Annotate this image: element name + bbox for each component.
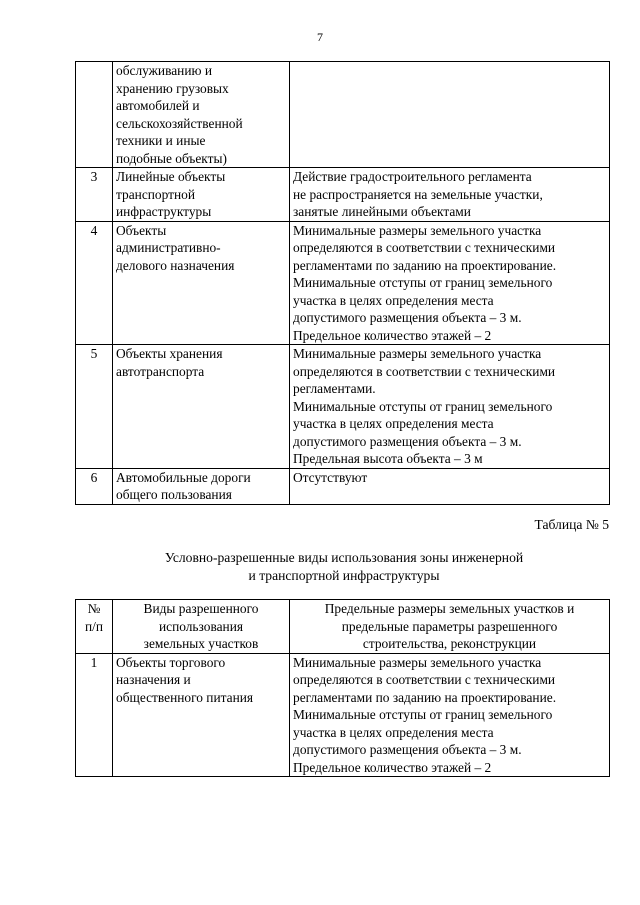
- parameters-cell: [290, 653, 610, 777]
- table-row: [76, 345, 610, 469]
- parameters-cell: [290, 62, 610, 168]
- parameters-text: Минимальные размеры земельного участка определяются в соответствии с техническими регламентами. Минимальные отступы от границ земельного участка в целях определения места допустимого размещения объекта – 3 м. Предельная высота объекта – 3 м: [293, 346, 556, 466]
- use-type-cell: [113, 221, 290, 345]
- header-text: Предельные размеры земельных участков и предельные параметры разрешенного строительства, реконструкции: [324, 601, 575, 651]
- column-header-use-type: [113, 600, 290, 654]
- permitted-uses-table-continued: [75, 61, 610, 505]
- table-row: [76, 653, 610, 777]
- parameters-text: Отсутствуют: [293, 469, 368, 485]
- conditional-uses-table: [75, 599, 610, 777]
- use-type-text: обслуживанию и хранению грузовых автомобилей и сельскохозяйственной техники и иные подобные объекты): [116, 63, 243, 166]
- table-row: [76, 468, 610, 504]
- use-type-cell: [113, 345, 290, 469]
- column-header-parameters: [290, 600, 610, 654]
- table-row: [76, 168, 610, 222]
- table-header-row: [76, 600, 610, 654]
- row-number: 3: [76, 168, 113, 222]
- use-type-cell: [113, 653, 290, 777]
- column-header-number: [76, 600, 113, 654]
- row-number: 6: [76, 468, 113, 504]
- table-row: [76, 221, 610, 345]
- use-type-text: Объекты административно- делового назначения: [116, 222, 235, 273]
- use-type-text: Объекты торгового назначения и общественного питания: [116, 654, 254, 705]
- table-title: [0, 549, 640, 585]
- table-title-text: Условно-разрешенные виды использования зоны инженерной и транспортной инфраструктуры: [164, 550, 524, 583]
- row-number: 1: [76, 653, 113, 777]
- parameters-cell: [290, 168, 610, 222]
- parameters-cell: [290, 345, 610, 469]
- use-type-text: Автомобильные дороги общего пользования: [116, 469, 251, 502]
- parameters-text: Минимальные размеры земельного участка определяются в соответствии с техническими регламентами по заданию на проектирование. Минимальные отступы от границ земельного участка в целях определения места допустимого размещения объекта – 3 м. Предельное количество этажей – 2: [293, 654, 557, 775]
- parameters-text: Минимальные размеры земельного участка определяются в соответствии с техническими регламентами по заданию на проектирование. Минимальные отступы от границ земельного участка в целях определения места допустимого размещения объекта – 3 м. Предельное количество этажей – 2: [293, 222, 557, 343]
- table-row: [76, 62, 610, 168]
- use-type-cell: [113, 468, 290, 504]
- table-label: Таблица № 5: [534, 517, 609, 532]
- parameters-cell: [290, 221, 610, 345]
- use-type-text: Линейные объекты транспортной инфраструктуры: [116, 169, 226, 219]
- row-number: 5: [76, 345, 113, 469]
- use-type-text: Объекты хранения автотранспорта: [116, 346, 223, 379]
- row-number: [76, 62, 113, 168]
- parameters-cell: [290, 468, 610, 504]
- use-type-cell: [113, 168, 290, 222]
- page-number: 7: [317, 30, 323, 44]
- header-text: Виды разрешенного использования земельных участков: [143, 601, 259, 651]
- parameters-text: Действие градостроительного регламента не распространяется на земельные участки, занятые линейными объектами: [293, 169, 543, 219]
- use-type-cell: [113, 62, 290, 168]
- row-number: 4: [76, 221, 113, 345]
- header-text: № п/п: [84, 601, 104, 634]
